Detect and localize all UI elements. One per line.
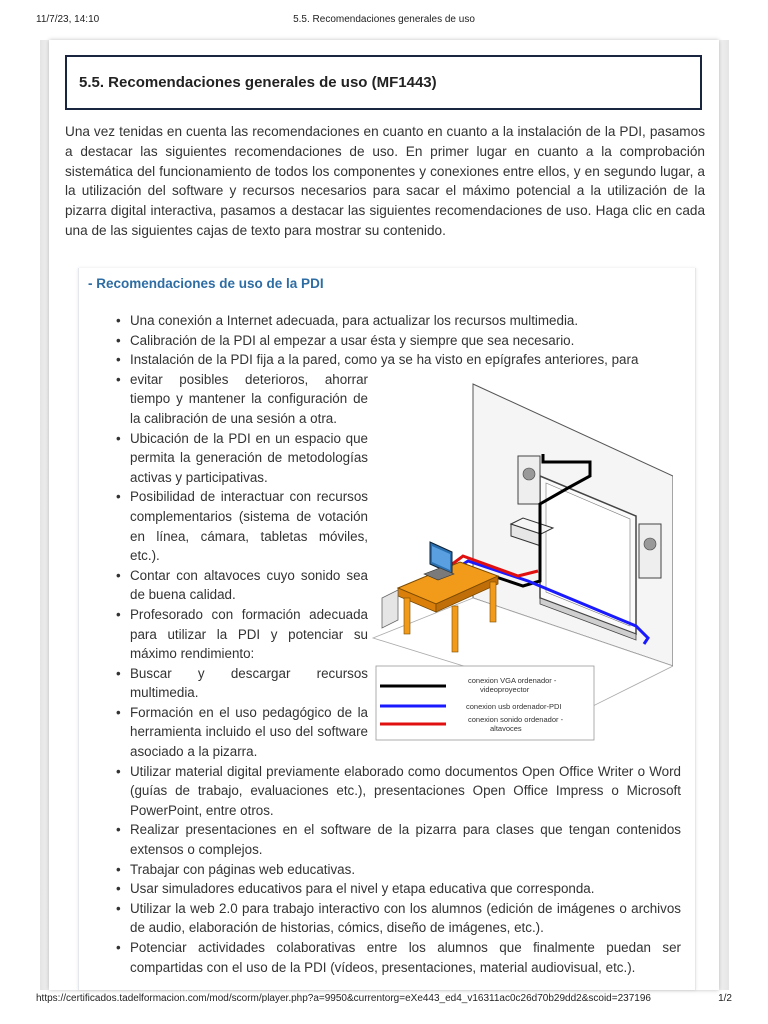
legend-label: conexion sonido ordenador - bbox=[468, 715, 564, 724]
print-datetime: 11/7/23, 14:10 bbox=[36, 14, 100, 25]
list-item: • Realizar presentaciones en el software de la pizarra para clases que tengan contenidos extensos o complejos. bbox=[88, 820, 681, 859]
print-url: https://certificados.tadelformacion.com/mod/scorm/player.php?a=9950&currentorg=eXe443_ed4_v16311ac0c26d70b29dd2&scoid=237196 bbox=[36, 993, 651, 1004]
print-page-number: 1/2 bbox=[718, 993, 732, 1004]
list-item: • Trabajar con páginas web educativas. bbox=[88, 860, 681, 880]
intro-paragraph: Una vez tenidas en cuenta las recomendaciones en cuanto en cuanto a la instalación de la PDI, pasamos a destacar las siguientes recomendaciones de uso. En primer lugar en cuanto a la comprobación sistemática del funcionamiento de todos los componentes y conexiones entre ellos, y en segundo lugar, a la utilización del software y recursos necesarios para sacar el máximo potencial a la utilización de la pizarra digital interactiva, pasamos a destacar las siguientes recomendaciones de uso. Haga clic en cada una de las siguientes cajas de texto para mostrar su contenido. bbox=[65, 124, 705, 238]
heading-box bbox=[65, 55, 702, 110]
panel-right-shade bbox=[719, 40, 729, 990]
desk-leg bbox=[452, 606, 458, 652]
list-item: • Profesorado con formación adecuada para utilizar la PDI y potenciar su máximo rendimiento: bbox=[88, 605, 681, 664]
list-item: • Una conexión a Internet adecuada, para actualizar los recursos multimedia. bbox=[88, 311, 681, 331]
list-item: • Usar simuladores educativos para el nivel y etapa educativa que corresponda. bbox=[88, 879, 681, 899]
list-item: • Contar con altavoces cuyo sonido sea de buena calidad. bbox=[88, 566, 681, 605]
list-item: • Ubicación de la PDI en un espacio que permita la generación de metodologías activas y participativas. bbox=[88, 429, 681, 488]
list-item-text: evitar posibles deterioros, ahorrar tiempo y mantener la configuración de la calibración de una sesión a otra. bbox=[130, 371, 368, 426]
list-item: • Utilizar material digital previamente elaborado como documentos Open Office Writer o Word (guías de trabajo, evaluaciones etc.), presentaciones Open Office Impress o Microsoft PowerPoint, entre otros. bbox=[88, 762, 681, 821]
list-item: • Buscar y descargar recursos multimedia. bbox=[88, 664, 681, 703]
desk-leg bbox=[404, 598, 410, 634]
speaker-right-cone bbox=[644, 538, 656, 550]
legend-label: conexion VGA ordenador - bbox=[468, 676, 557, 685]
list-item: • Instalación de la PDI fija a la pared, como ya se ha visto en epígrafes anteriores, para bbox=[88, 350, 681, 370]
print-header bbox=[0, 14, 768, 30]
legend-label: conexion usb ordenador-PDI bbox=[466, 702, 562, 711]
list-item: • Calibración de la PDI al empezar a usar ésta y siempre que sea necesario. bbox=[88, 331, 681, 351]
legend-label: videoproyector bbox=[480, 685, 530, 694]
speaker-left-cone bbox=[523, 468, 535, 480]
pc-tower bbox=[382, 590, 398, 628]
pdi-installation-diagram bbox=[368, 376, 673, 748]
page-heading: 5.5. Recomendaciones generales de uso (MF1443) bbox=[79, 74, 437, 91]
section-title[interactable]: - Recomendaciones de uso de la PDI bbox=[88, 276, 324, 291]
desk-leg bbox=[490, 582, 496, 622]
list-item: • Utilizar la web 2.0 para trabajo interactivo con los alumnos (edición de imágenes o archivos de audio, elaboración de historias, cómics, diseño de imágenes, etc.). bbox=[88, 899, 681, 938]
list-item: • Posibilidad de interactuar con recursos complementarios (sistema de votación en línea, cámara, tabletas móviles, etc.). bbox=[88, 487, 681, 565]
print-page-title: 5.5. Recomendaciones generales de uso bbox=[293, 14, 475, 25]
list-item: • Potenciar actividades colaborativas entre los alumnos que finalmente puedan ser compartidas con el uso de la PDI (vídeos, presentaciones, material audiovisual, etc.). bbox=[88, 938, 681, 977]
list-item: • Formación en el uso pedagógico de la herramienta incluido el uso del software asociado a la pizarra. bbox=[88, 703, 681, 762]
legend-label: altavoces bbox=[490, 724, 522, 733]
print-footer bbox=[0, 993, 768, 1009]
speaker-right bbox=[639, 524, 661, 578]
